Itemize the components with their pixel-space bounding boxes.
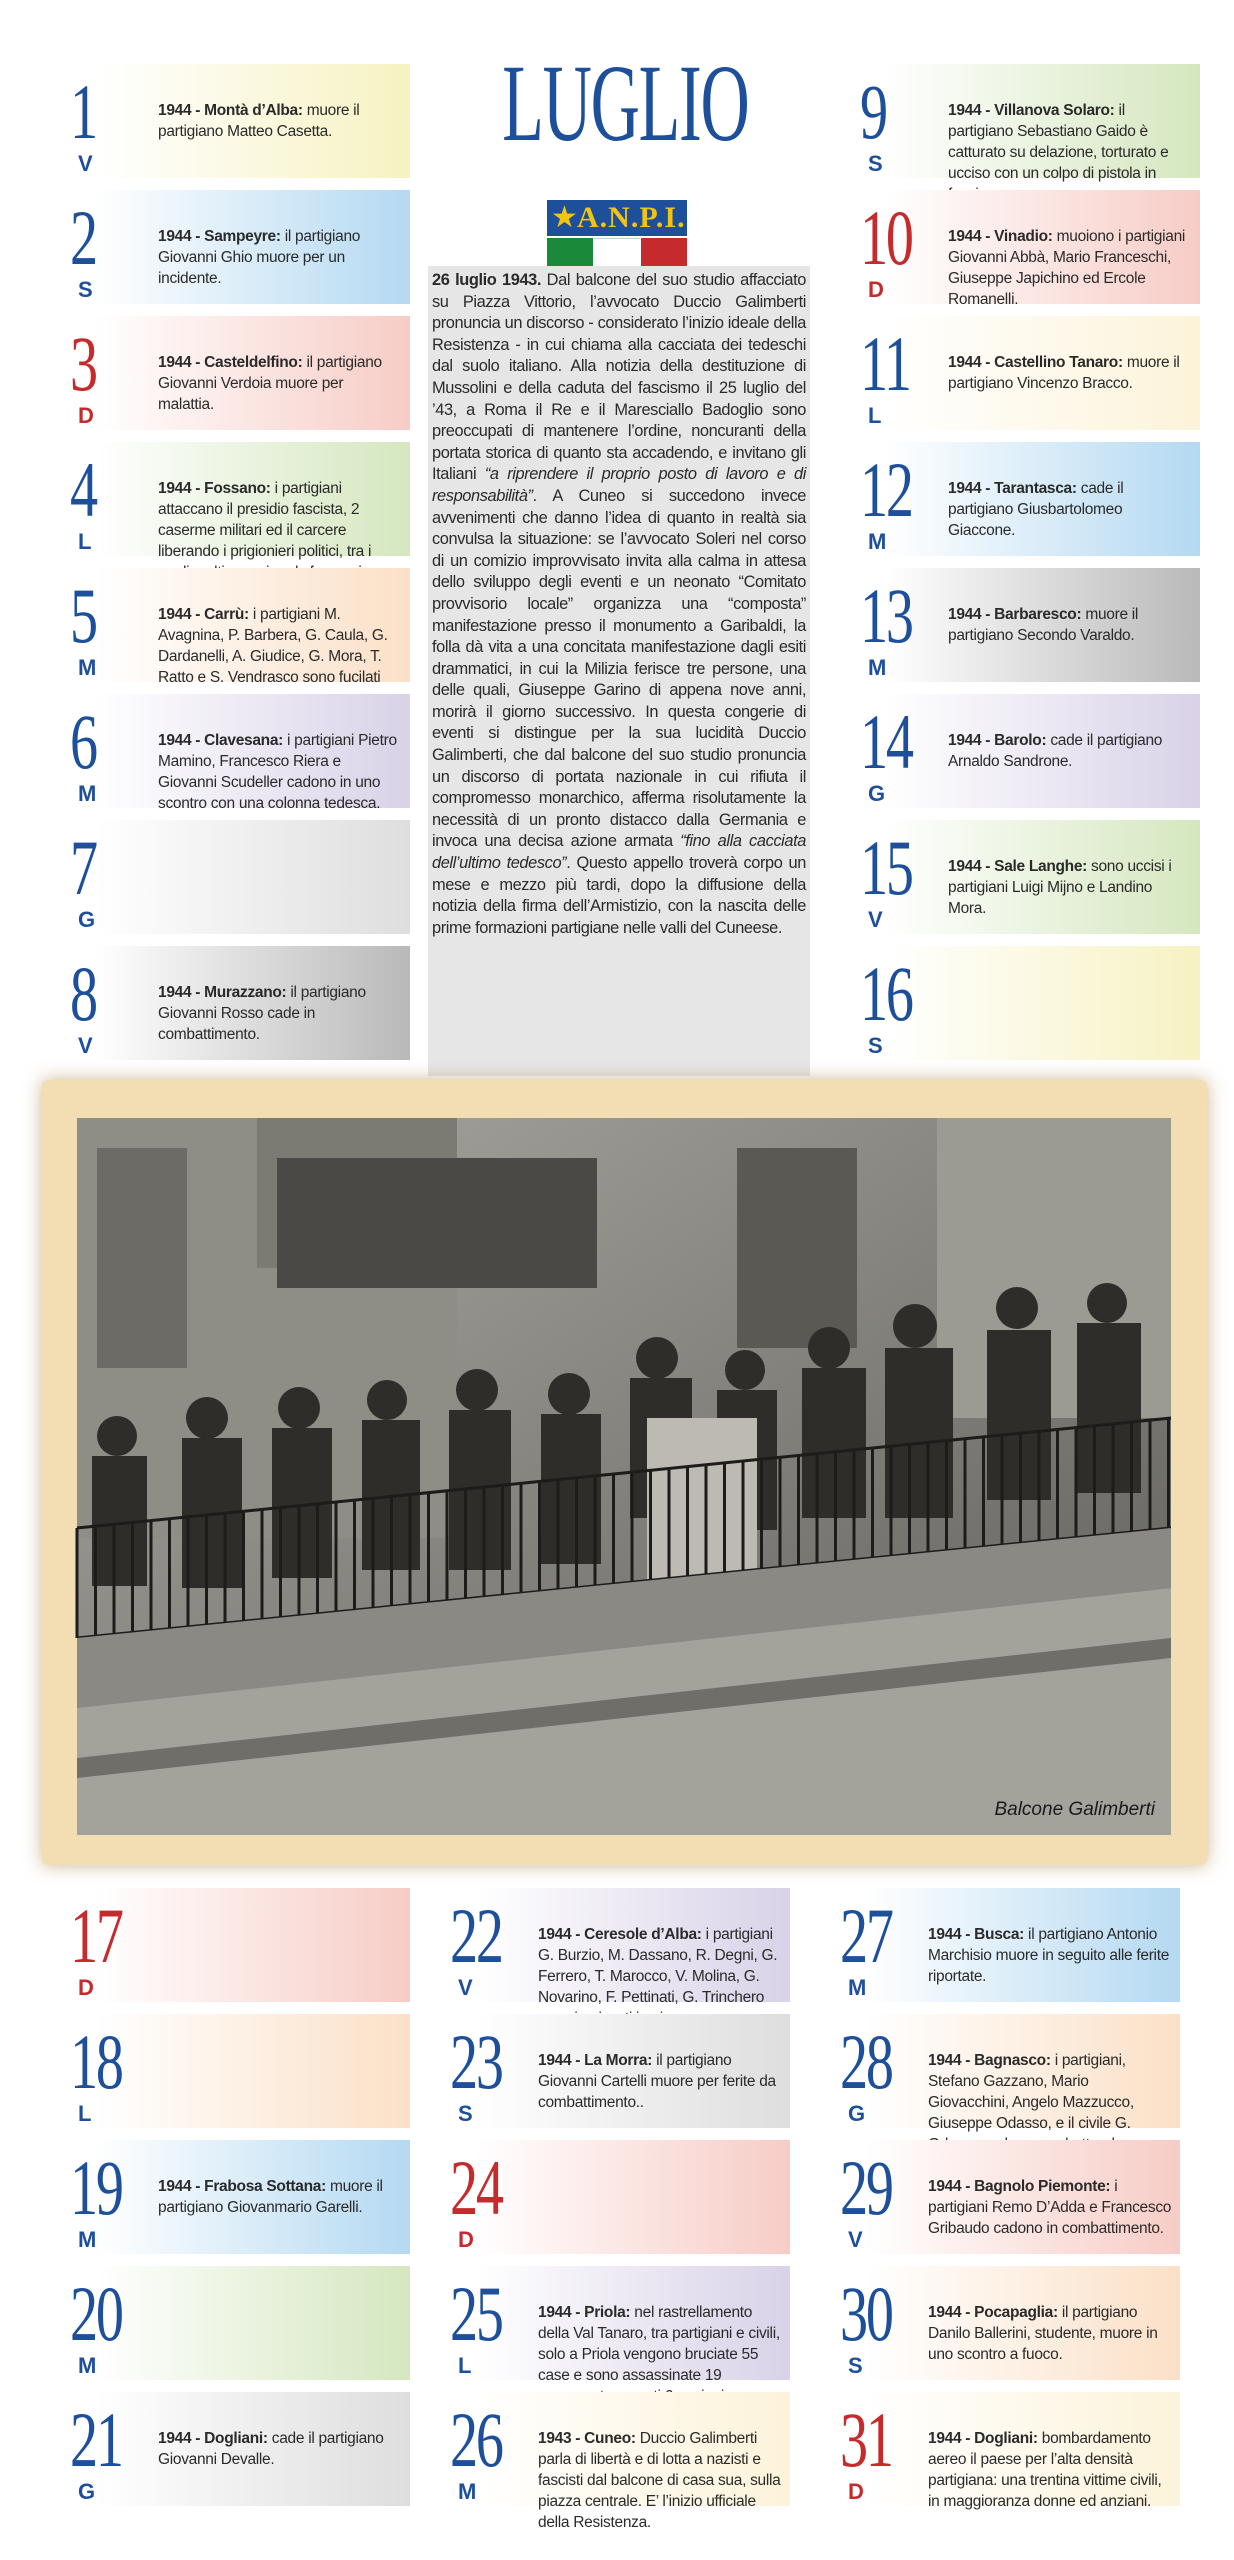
- day-cell-12: [830, 442, 1200, 556]
- day-number: 16: [860, 950, 912, 1037]
- event-text: muore il partigiano Giovanmario Garelli.: [158, 2178, 383, 2216]
- day-cell-28: [810, 2014, 1180, 2132]
- weekday-letter: G: [78, 907, 96, 932]
- event-place: 1944 - Montà d’Alba:: [158, 102, 303, 119]
- weekday-letter: M: [868, 529, 887, 554]
- day-number: 20: [70, 2270, 122, 2357]
- month-title: LUGLIO: [502, 42, 749, 164]
- weekday-letter: V: [78, 1033, 93, 1058]
- weekday-letter: V: [868, 907, 883, 932]
- day-cell-7: [40, 820, 410, 934]
- day-number: 3: [70, 320, 96, 407]
- event-place: 1944 - Carrù:: [158, 606, 249, 623]
- day-cell-20: [40, 2266, 410, 2380]
- day-event: [948, 226, 1192, 310]
- weekday-letter: S: [848, 2353, 863, 2378]
- day-event: [948, 604, 1192, 646]
- event-text: i partigiani attaccano il presidio fascista, 2 caserme militari ed il carcere liberando i prigionieri politici, tra i: [158, 480, 372, 560]
- logo-text: A.N.P.I.: [577, 201, 686, 234]
- event-text: muore il partigiano Matteo Casetta.: [158, 102, 360, 140]
- weekday-letter: S: [458, 2101, 473, 2126]
- event-place: 1944 - Bagnasco:: [928, 2052, 1051, 2069]
- day-event: [538, 2428, 782, 2533]
- event-place: 1944 - Pocapaglia:: [928, 2304, 1058, 2321]
- day-number: 26: [450, 2396, 502, 2483]
- event-place: 1944 - Tarantasca:: [948, 480, 1077, 497]
- event-text: il partigiano Sebastiano Gaido è catturato su delazione, torturato e ucciso con un colpo di pistola in: [948, 102, 1169, 182]
- day-number: 30: [840, 2270, 892, 2357]
- day-cell-19: [40, 2140, 410, 2254]
- event-place: 1944 - Murazzano:: [158, 984, 287, 1001]
- weekday-letter: M: [868, 655, 887, 680]
- day-number: 23: [450, 2018, 502, 2105]
- day-event: [158, 982, 402, 1045]
- event-place: 1944 - Dogliani:: [928, 2430, 1038, 2447]
- weekday-letter: D: [868, 277, 884, 302]
- day-cell-8: [40, 946, 410, 1060]
- event-text: cade il partigiano Giovanni Devalle.: [158, 2430, 384, 2468]
- day-event: [158, 352, 402, 415]
- day-cell-17: [40, 1888, 410, 2002]
- day-cell-25: [420, 2266, 790, 2384]
- event-place: 1944 - Clavesana:: [158, 732, 284, 749]
- day-event: [928, 2176, 1172, 2239]
- day-cell-27: [810, 1888, 1180, 2002]
- weekday-letter: L: [868, 403, 882, 428]
- event-text: il partigiano Giovanni Rosso cade in combattimento.: [158, 984, 366, 1043]
- day-number: 5: [70, 572, 96, 659]
- photo-caption: Balcone Galimberti: [994, 1799, 1155, 1820]
- balcony-photo-illustration: [77, 1118, 1171, 1835]
- anpi-logo: [547, 200, 687, 270]
- intro-quote1: “a riprendere il proprio posto di lavoro e di responsabilità”: [432, 465, 806, 505]
- day-number: 4: [70, 446, 96, 533]
- event-text: muore il partigiano Vincenzo Bracco.: [948, 354, 1180, 392]
- event-place: 1944 - Ceresole d’Alba:: [538, 1926, 702, 1943]
- weekday-letter: D: [78, 403, 94, 428]
- event-place: 1944 - Frabosa Sottana:: [158, 2178, 326, 2195]
- event-place: 1944 - Priola:: [538, 2304, 631, 2321]
- balcony-photo: [77, 1118, 1171, 1835]
- day-event: [538, 2050, 782, 2113]
- event-text: i partigiani M. Avagnina, P. Barbera, G. Caula, G. Dardanelli, A. Giudice, G. Mora, T. Ratto e S. Vendrasco sono fucilati: [158, 606, 388, 686]
- day-number: 2: [70, 194, 96, 281]
- day-event: [948, 352, 1192, 394]
- day-number: 31: [840, 2396, 892, 2483]
- event-text: nel rastrellamento della Val Tanaro, tra partigiani e civili, solo a Priola vengono bruciate 55 case e sono assassinate 19: [538, 2304, 780, 2384]
- event-text: il partigiano Antonio Marchisio muore in seguito alle ferite riportate.: [928, 1926, 1170, 1985]
- intro-part3: . Questo appello troverà corpo un mese e mezzo più tardi, dopo la diffusione della notizia della firma dell’Armistizio, con la nascita delle prime formazioni partigiane nelle valli del Cuneese.: [432, 854, 806, 937]
- day-cell-1: [40, 64, 410, 178]
- day-number: 19: [70, 2144, 122, 2231]
- day-number: 12: [860, 446, 912, 533]
- day-cell-6: [40, 694, 410, 812]
- day-cell-26: [420, 2392, 790, 2531]
- weekday-letter: M: [458, 2479, 477, 2504]
- weekday-letter: D: [458, 2227, 474, 2252]
- day-cell-24: [420, 2140, 790, 2254]
- day-number: 21: [70, 2396, 122, 2483]
- intro-part1: Dal balcone del suo studio affacciato su Piazza Vittorio, l’avvocato Duccio Galimberti pronuncia un discorso - considerato l’inizio ideale della Resistenza - in cui chiama alla cacciata dei tedeschi dal suolo italiano. Alla notizia della destituzione di Mussolini e della caduta del fascismo il 25 luglio del ’43, a Roma il Re e il Maresciallo Badoglio sono preoccupati di mantenere l’ordine, noncuranti della portata storica di quanto sta accadendo, e invitano gli Italiani: [432, 271, 806, 484]
- weekday-letter: D: [78, 1975, 94, 2000]
- event-text: il partigiano Giovanni Cartelli muore per ferite da combattimento..: [538, 2052, 776, 2111]
- day-number: 28: [840, 2018, 892, 2105]
- weekday-letter: M: [78, 655, 97, 680]
- event-place: 1944 - Villanova Solaro:: [948, 102, 1115, 119]
- day-event: [928, 2302, 1172, 2365]
- intro-text: [432, 270, 806, 939]
- day-cell-9: [830, 64, 1200, 182]
- day-event: [158, 226, 402, 289]
- event-text: cade il partigiano Arnaldo Sandrone.: [948, 732, 1163, 770]
- event-text: i partigiani, Stefano Gazzano, Mario Giovacchini, Angelo Mazzucco, Giuseppe Odasso, e il civile G.: [928, 2052, 1134, 2132]
- day-number: 27: [840, 1892, 892, 1979]
- event-place: 1944 - Casteldelfino:: [158, 354, 303, 371]
- event-place: 1944 - La Morra:: [538, 2052, 653, 2069]
- event-place: 1944 - Barbaresco:: [948, 606, 1082, 623]
- weekday-letter: S: [868, 1033, 883, 1058]
- day-event: [158, 100, 402, 142]
- day-cell-21: [40, 2392, 410, 2506]
- day-cell-15: [830, 820, 1200, 934]
- day-cell-5: [40, 568, 410, 686]
- event-text: i partigiani Remo D’Adda e Francesco Gribaudo cadono in combattimento.: [928, 2178, 1172, 2237]
- weekday-letter: V: [848, 2227, 863, 2252]
- day-number: 1: [70, 68, 96, 155]
- weekday-letter: D: [848, 2479, 864, 2504]
- event-place: 1944 - Fossano:: [158, 480, 271, 497]
- event-text: il partigiano Danilo Ballerini, studente, muore in uno scontro a fuoco.: [928, 2304, 1158, 2363]
- event-text: il partigiano Giovanni Ghio muore per un incidente.: [158, 228, 361, 287]
- day-event: [158, 2428, 402, 2470]
- day-event: [948, 730, 1192, 772]
- event-place: 1944 - Barolo:: [948, 732, 1047, 749]
- event-text: Duccio Galimberti parla di libertà e di lotta a nazisti e fascisti dal balcone di casa sua, sulla piazza centrale. E’ l’inizio ufficiale della Resistenza.: [538, 2430, 781, 2531]
- day-number: 17: [70, 1892, 122, 1979]
- day-cell-14: [830, 694, 1200, 808]
- day-cell-29: [810, 2140, 1180, 2254]
- event-place: 1944 - Bagnolo Piemonte:: [928, 2178, 1111, 2195]
- day-cell-2: [40, 190, 410, 304]
- intro-lead: 26 luglio 1943.: [432, 271, 542, 289]
- day-number: 22: [450, 1892, 502, 1979]
- weekday-letter: V: [458, 1975, 473, 2000]
- day-number: 11: [860, 320, 910, 407]
- day-number: 8: [70, 950, 96, 1037]
- intro-part2: . A Cuneo si succedono invece avvenimenti che danno l’idea di quanto in realtà sia convulsa la situazione: se l’avvocato Soleri nel corso di un comizio improvvisato invita alla calma in attesa dello sviluppo degli eventi e un neonato “Comitato provvisorio locale” organizza una “composta” manifestazione presso il monumento a Garibaldi, la folla dà vita a una concitata manifestazione dagli esiti drammatici, in cui la Milizia ferisce tre persone, una delle quali, Giuseppe Garino di appena nove anni, morirà il giorno successivo. In questa congerie di eventi si distingue per la sua lucidità Duccio Galimberti, che dal balcone del suo studio pronuncia un discorso di portata nazionale in cui rifiuta il compromesso monarchico, afferma risolutamente la necessità di un pronto distacco dalla Germania e invoca una decisa azione armata: [432, 486, 806, 851]
- weekday-letter: G: [868, 781, 886, 806]
- event-text: sono uccisi i partigiani Luigi Mijno e Landino Mora.: [948, 858, 1172, 917]
- event-text: cade il partigiano Giusbartolomeo Giaccone.: [948, 480, 1124, 539]
- day-cell-23: [420, 2014, 790, 2128]
- intro-quote2: “fino alla cacciata dell’ultimo tedesco”: [432, 832, 806, 873]
- day-number: 6: [70, 698, 96, 785]
- event-place: 1944 - Sale Langhe:: [948, 858, 1088, 875]
- weekday-letter: G: [848, 2101, 866, 2126]
- day-event: [928, 1924, 1172, 1987]
- weekday-letter: V: [78, 151, 93, 176]
- day-cell-10: [830, 190, 1200, 308]
- day-cell-13: [830, 568, 1200, 682]
- day-cell-16: [830, 946, 1200, 1060]
- event-text: muoiono i partigiani Giovanni Abbà, Mario Franceschi, Giuseppe Japichino ed Ercole Romanelli.: [948, 228, 1186, 308]
- event-place: 1944 - Castellino Tanaro:: [948, 354, 1123, 371]
- day-number: 10: [860, 194, 912, 281]
- event-text: bombardamento aereo il paese per l’alta densità partigiana: una trentina vittime civili, in maggioranza donne ed anziani.: [928, 2430, 1162, 2510]
- weekday-letter: M: [78, 2227, 97, 2252]
- day-number: 13: [860, 572, 912, 659]
- weekday-letter: S: [78, 277, 93, 302]
- day-event: [158, 730, 402, 814]
- day-event: [948, 478, 1192, 541]
- event-place: 1944 - Busca:: [928, 1926, 1025, 1943]
- day-cell-18: [40, 2014, 410, 2128]
- day-cell-22: [420, 1888, 790, 2006]
- day-cell-30: [810, 2266, 1180, 2380]
- day-number: 18: [70, 2018, 122, 2105]
- weekday-letter: M: [78, 2353, 97, 2378]
- weekday-letter: L: [78, 2101, 92, 2126]
- weekday-letter: L: [458, 2353, 472, 2378]
- event-text: i partigiani Pietro Mamino, Francesco Riera e Giovanni Scudeller cadono in uno scontro con una colonna tedesca.: [158, 732, 397, 812]
- event-text: muore il partigiano Secondo Varaldo.: [948, 606, 1139, 644]
- weekday-letter: L: [78, 529, 92, 554]
- day-cell-31: [810, 2392, 1180, 2510]
- star-icon: ★: [551, 201, 578, 234]
- day-cell-3: [40, 316, 410, 430]
- day-number: 24: [450, 2144, 502, 2231]
- day-cell-11: [830, 316, 1200, 430]
- day-number: 14: [860, 698, 912, 785]
- day-event: [158, 2176, 402, 2218]
- day-number: 15: [860, 824, 912, 911]
- day-number: 25: [450, 2270, 502, 2357]
- weekday-letter: M: [78, 781, 97, 806]
- event-place: 1943 - Cuneo:: [538, 2430, 636, 2447]
- weekday-letter: M: [848, 1975, 867, 2000]
- day-number: 9: [860, 68, 886, 155]
- event-place: 1944 - Vinadio:: [948, 228, 1053, 245]
- weekday-letter: S: [868, 151, 883, 176]
- event-place: 1944 - Dogliani:: [158, 2430, 268, 2447]
- event-text: i partigiani G. Burzio, M. Dassano, R. Degni, G. Ferrero, T. Marocco, V. Molina, G. Novarino, F. Pettinati, G. Trinchero: [538, 1926, 778, 2006]
- event-text: il partigiano Giovanni Verdoia muore per malattia.: [158, 354, 382, 413]
- event-place: 1944 - Sampeyre:: [158, 228, 281, 245]
- day-number: 7: [70, 824, 96, 911]
- weekday-letter: G: [78, 2479, 96, 2504]
- day-event: [928, 2428, 1172, 2512]
- day-number: 29: [840, 2144, 892, 2231]
- day-cell-4: [40, 442, 410, 560]
- day-event: [948, 856, 1192, 919]
